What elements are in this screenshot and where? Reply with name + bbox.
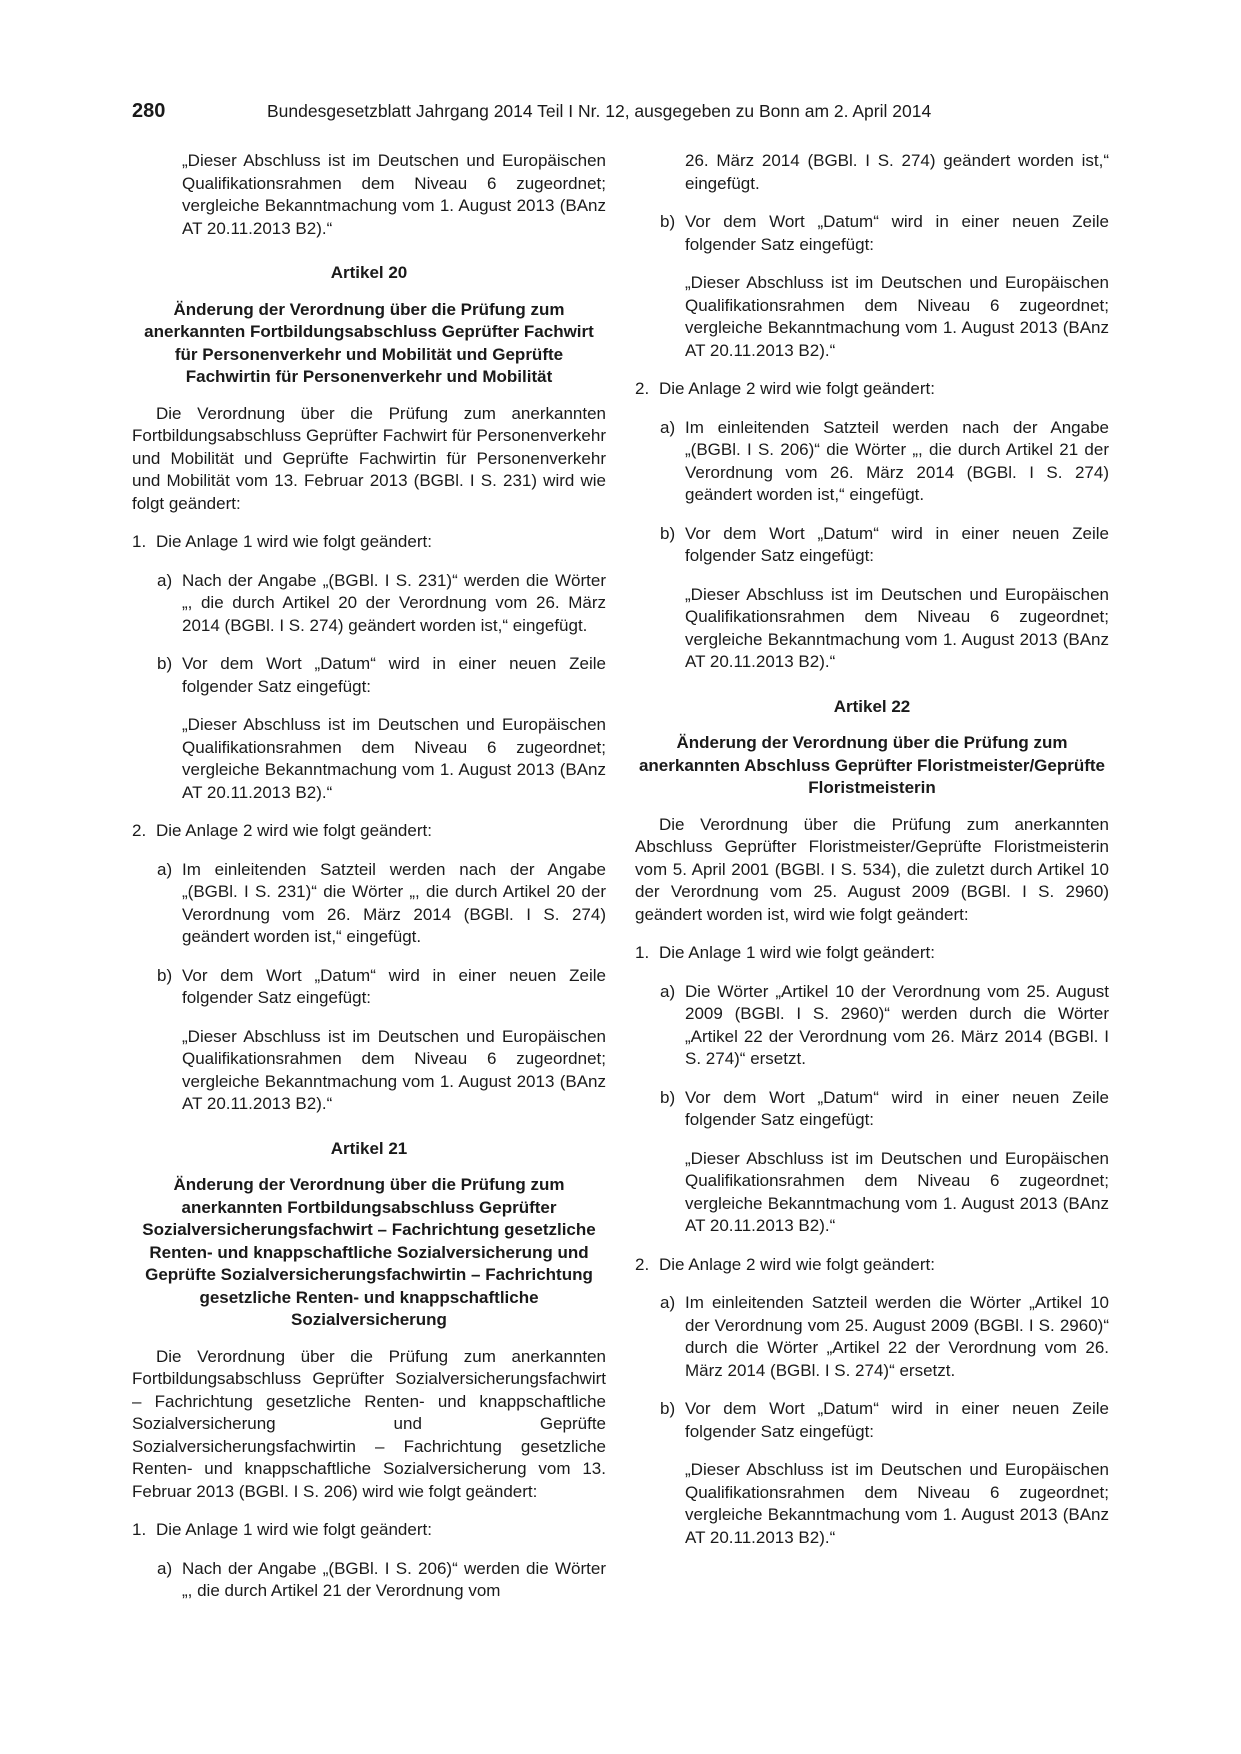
item-text: Vor dem Wort „Datum“ wird in einer neuen Zeile folgender Satz eingefügt: <box>685 212 1109 254</box>
quote-paragraph: „Dieser Abschluss ist im Deutschen und Europäischen Qualifikationsrahmen dem Niveau 6 zugeordnet; vergleiche Bekanntmachung vom 1. August 2013 (BAnz AT 20.11.2013 B2).“ <box>685 1148 1109 1235</box>
lettered-item <box>635 211 1109 256</box>
item-number: 1. <box>132 1520 147 1539</box>
item-text: Die Anlage 2 wird wie folgt geändert: <box>156 821 432 840</box>
item-letter: b) <box>660 1087 676 1107</box>
lettered-item <box>635 1398 1109 1443</box>
item-text: Vor dem Wort „Datum“ wird in einer neuen Zeile folgender Satz eingefügt: <box>182 654 606 696</box>
page-number: 280 <box>132 100 166 122</box>
gazette-title: Bundesgesetzblatt Jahrgang 2014 Teil I Nr. 12, ausgegeben zu Bonn am 2. April 2014 <box>267 101 932 121</box>
item-letter: b) <box>157 965 173 985</box>
quote-paragraph: „Dieser Abschluss ist im Deutschen und Europäischen Qualifikationsrahmen dem Niveau 6 zugeordnet; vergleiche Bekanntmachung vom 1. August 2013 (BAnz AT 20.11.2013 B2).“ <box>685 1460 1109 1547</box>
item-letter: a) <box>157 859 173 879</box>
item-number: 2. <box>635 379 650 398</box>
item-letter: b) <box>660 212 676 231</box>
quote-paragraph: „Dieser Abschluss ist im Deutschen und Europäischen Qualifikationsrahmen dem Niveau 6 zugeordnet; vergleiche Bekanntmachung vom 1. August 2013 (BAnz AT 20.11.2013 B2).“ <box>182 715 606 802</box>
item-letter: a) <box>157 1558 173 1578</box>
quote-paragraph: „Dieser Abschluss ist im Deutschen und Europäischen Qualifikationsrahmen dem Niveau 6 zugeordnet; vergleiche Bekanntmachung vom 1. August 2013 (BAnz AT 20.11.2013 B2).“ <box>182 1026 606 1113</box>
item-text: Nach der Angabe „(BGBl. I S. 206)“ werden die Wörter „, die durch Artikel 21 der Verordnung vom <box>182 1558 606 1600</box>
right-column <box>635 150 1109 1565</box>
article-title: Artikel 20 <box>330 263 408 282</box>
lettered-item <box>635 417 1109 507</box>
quote-paragraph: „Dieser Abschluss ist im Deutschen und Europäischen Qualifikationsrahmen dem Niveau 6 zugeordnet; vergleiche Bekanntmachung vom 1. August 2013 (BAnz AT 20.11.2013 B2).“ <box>182 151 606 238</box>
item-letter: b) <box>660 523 676 543</box>
article-heading: Änderung der Verordnung über die Prüfung zum anerkannten Fortbildungsabschluss Geprüfter Sozialversicherungsfachwirt – Fachrichtung gesetzliche Renten- und knappschaftliche Sozialversicherung und Geprüfte Sozialversicherungsfachwirtin – Fachrichtung gesetzliche Renten- und knappschaftliche Sozialversicherung <box>142 1175 596 1329</box>
item-text: Die Anlage 1 wird wie folgt geändert: <box>156 1520 432 1539</box>
item-text: Vor dem Wort „Datum“ wird in einer neuen Zeile folgender Satz eingefügt: <box>685 1087 1109 1129</box>
item-letter: a) <box>660 417 676 437</box>
item-number: 1. <box>635 943 650 962</box>
lettered-item <box>132 570 606 638</box>
item-text: Vor dem Wort „Datum“ wird in einer neuen Zeile folgender Satz eingefügt: <box>182 965 606 1007</box>
left-column <box>132 150 606 1619</box>
article-title: Artikel 21 <box>330 1138 408 1158</box>
lettered-item <box>132 653 606 698</box>
numbered-item <box>132 531 606 554</box>
page-header <box>132 100 982 128</box>
item-letter: a) <box>660 1293 676 1312</box>
lettered-item <box>635 1087 1109 1132</box>
lettered-item <box>132 1558 606 1603</box>
lettered-item <box>635 981 1109 1071</box>
item-text: Die Wörter „Artikel 10 der Verordnung vom 25. August 2009 (BGBl. I S. 2960)“ werden durch die Wörter „Artikel 22 der Verordnung vom 26. März 2014 (BGBl. I S. 274)“ ersetzt. <box>685 981 1109 1068</box>
item-text: Im einleitenden Satzteil werden nach der Angabe „(BGBl. I S. 231)“ die Wörter „, die durch Artikel 20 der Verordnung vom 26. März 2014 (BGBl. I S. 274) geändert worden ist,“ eingefügt. <box>182 859 606 946</box>
article-intro: Die Verordnung über die Prüfung zum anerkannten Fortbildungsabschluss Geprüfter Fachwirt für Personenverkehr und Mobilität und Geprüfte Fachwirtin für Personenverkehr und Mobilität vom 13. Februar 2013 (BGBl. I S. 231) wird wie folgt geändert: <box>132 403 606 513</box>
article-title: Artikel 22 <box>833 696 911 716</box>
item-text: Im einleitenden Satzteil werden nach der Angabe „(BGBl. I S. 206)“ die Wörter „, die durch Artikel 21 der Verordnung vom 26. März 2014 (BGBl. I S. 274) geändert worden ist,“ eingefügt. <box>685 417 1109 504</box>
item-text: Vor dem Wort „Datum“ wird in einer neuen Zeile folgender Satz eingefügt: <box>685 523 1109 565</box>
quote-paragraph: „Dieser Abschluss ist im Deutschen und Europäischen Qualifikationsrahmen dem Niveau 6 zugeordnet; vergleiche Bekanntmachung vom 1. August 2013 (BAnz AT 20.11.2013 B2).“ <box>685 273 1109 360</box>
lettered-item <box>635 523 1109 568</box>
numbered-item <box>132 820 606 843</box>
lettered-item <box>635 1292 1109 1382</box>
item-text: Vor dem Wort „Datum“ wird in einer neuen Zeile folgender Satz eingefügt: <box>685 1399 1109 1441</box>
item-text: Die Anlage 2 wird wie folgt geändert: <box>659 379 935 398</box>
item-text: Nach der Angabe „(BGBl. I S. 231)“ werden die Wörter „, die durch Artikel 20 der Verordnung vom 26. März 2014 (BGBl. I S. 274) geändert worden ist,“ eingefügt. <box>182 570 606 635</box>
lettered-item <box>132 965 606 1010</box>
item-letter: b) <box>660 1399 676 1418</box>
article-intro: Die Verordnung über die Prüfung zum anerkannten Fortbildungsabschluss Geprüfter Sozialversicherungsfachwirt – Fachrichtung gesetzliche Renten- und knappschaftliche Sozialversicherung und Geprüfte Sozialversicherungsfachwirtin – Fachrichtung gesetzliche Renten- und knappschaftliche Sozialversicherung vom 13. Februar 2013 (BGBl. I S. 206) wird wie folgt geändert: <box>132 1346 606 1501</box>
quote-paragraph: „Dieser Abschluss ist im Deutschen und Europäischen Qualifikationsrahmen dem Niveau 6 zugeordnet; vergleiche Bekanntmachung vom 1. August 2013 (BAnz AT 20.11.2013 B2).“ <box>685 584 1109 671</box>
lettered-item <box>132 859 606 949</box>
numbered-item <box>635 1254 1109 1277</box>
item-letter: b) <box>157 654 173 673</box>
article-heading: Änderung der Verordnung über die Prüfung zum anerkannten Fortbildungsabschluss Geprüfter Fachwirt für Personenverkehr und Mobilität und Geprüfte Fachwirtin für Personenverkehr und Mobilität <box>144 299 594 386</box>
article-heading: Änderung der Verordnung über die Prüfung zum anerkannten Abschluss Geprüfter Floristmeister/Geprüfte Floristmeisterin <box>638 733 1106 797</box>
item-text: Die Anlage 2 wird wie folgt geändert: <box>659 1254 935 1274</box>
continued-text: 26. März 2014 (BGBl. I S. 274) geändert worden ist,“ eingefügt. <box>685 151 1109 193</box>
item-number: 1. <box>132 532 147 551</box>
numbered-item <box>635 378 1109 401</box>
item-text: Die Anlage 1 wird wie folgt geändert: <box>156 532 432 551</box>
item-number: 2. <box>635 1254 650 1274</box>
item-letter: a) <box>157 570 173 590</box>
item-letter: a) <box>660 981 676 1001</box>
item-text: Die Anlage 1 wird wie folgt geändert: <box>659 943 935 962</box>
numbered-item <box>132 1519 606 1542</box>
item-number: 2. <box>132 821 147 840</box>
numbered-item <box>635 942 1109 965</box>
item-text: Im einleitenden Satzteil werden die Wörter „Artikel 10 der Verordnung vom 25. August 2009 (BGBl. I S. 2960)“ durch die Wörter „Artikel 22 der Verordnung vom 26. März 2014 (BGBl. I S. 274)“ ersetzt. <box>685 1293 1109 1380</box>
article-intro: Die Verordnung über die Prüfung zum anerkannten Abschluss Geprüfter Floristmeister/Geprüfte Floristmeisterin vom 5. April 2001 (BGBl. I S. 534), die zuletzt durch Artikel 10 der Verordnung vom 25. August 2009 (BGBl. I S. 2960) geändert worden ist, wird wie folgt geändert: <box>635 814 1109 924</box>
